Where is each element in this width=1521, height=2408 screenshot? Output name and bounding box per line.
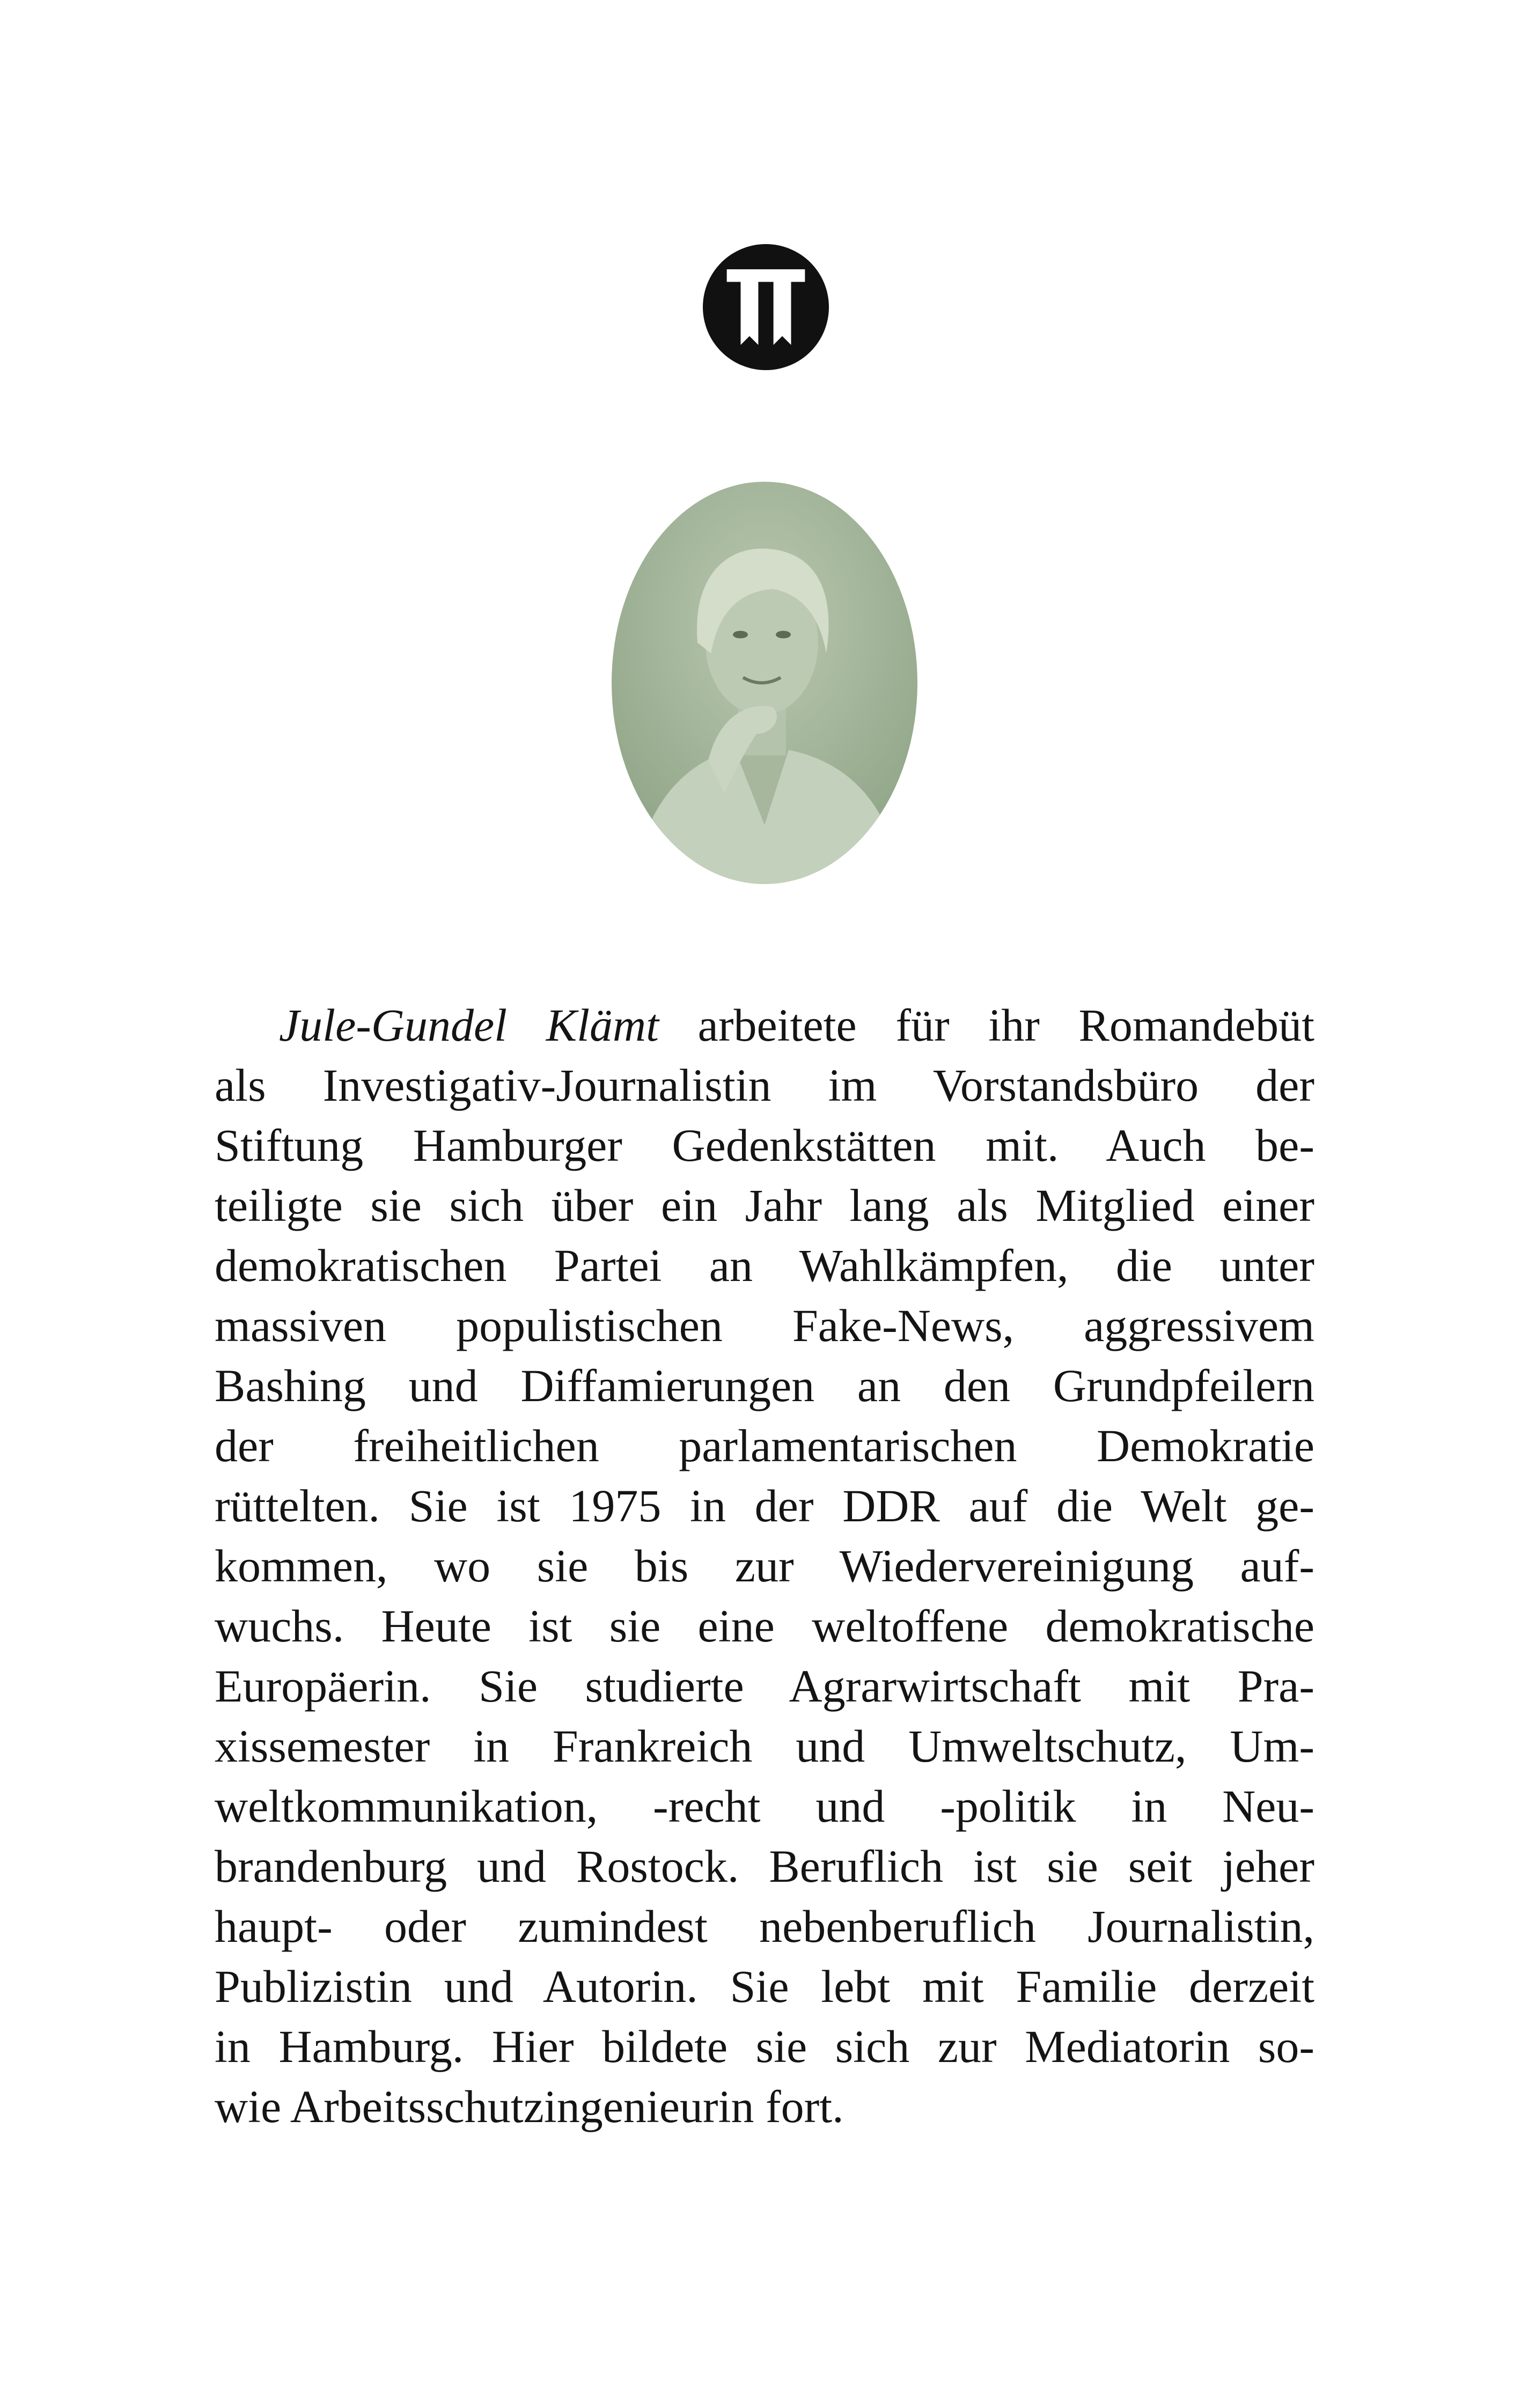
bio-line: massiven populistischen Fake-News, aggressivem <box>215 1300 1314 1351</box>
bio-line-first <box>215 995 1314 1055</box>
bio-line: Europäerin. Sie studierte Agrarwirtschaft mit Pra- <box>215 1660 1314 1712</box>
author-name: Jule-Gundel Klämt <box>279 999 659 1051</box>
bio-line: Stiftung Hamburger Gedenkstätten mit. Auch be- <box>215 1120 1314 1171</box>
author-biography <box>215 995 1314 2137</box>
bio-line: brandenburg und Rostock. Beruflich ist sie seit jeher <box>215 1840 1314 1892</box>
bio-line: in Hamburg. Hier bildete sie sich zur Mediatorin so- <box>215 2021 1314 2072</box>
bio-line: weltkommunikation, -recht und -politik in Neu- <box>215 1780 1314 1832</box>
bio-line: teiligte sie sich über ein Jahr lang als Mitglied einer <box>215 1180 1314 1231</box>
publisher-logo-icon <box>703 244 829 370</box>
tt-logo-icon <box>703 244 829 370</box>
bio-line: xissemester in Frankreich und Umweltschutz, Um- <box>215 1720 1314 1772</box>
bio-line: der freiheitlichen parlamentarischen Demokratie <box>215 1420 1314 1471</box>
bio-line: wuchs. Heute ist sie eine weltoffene demokratische <box>215 1600 1314 1652</box>
bio-line: Publizistin und Autorin. Sie lebt mit Familie derzeit <box>215 1961 1314 2012</box>
bio-line: als Investigativ-Journalistin im Vorstandsbüro der <box>215 1059 1314 1111</box>
author-portrait <box>612 482 917 884</box>
bio-line: rüttelten. Sie ist 1975 in der DDR auf die Welt ge- <box>215 1480 1314 1531</box>
author-portrait-photo <box>612 482 917 884</box>
bio-first-line-text: arbeitete für ihr Romandebüt <box>697 999 1314 1051</box>
bio-line: demokratischen Partei an Wahlkämpfen, die unter <box>215 1240 1314 1291</box>
bio-line: kommen, wo sie bis zur Wiedervereinigung auf- <box>215 1540 1314 1592</box>
bio-line: Bashing und Diffamierungen an den Grundpfeilern <box>215 1360 1314 1411</box>
bio-line-last: wie Arbeitsschutzingenieurin fort. <box>215 2081 844 2132</box>
bio-line: haupt- oder zumindest nebenberuflich Journalistin, <box>215 1901 1314 1952</box>
